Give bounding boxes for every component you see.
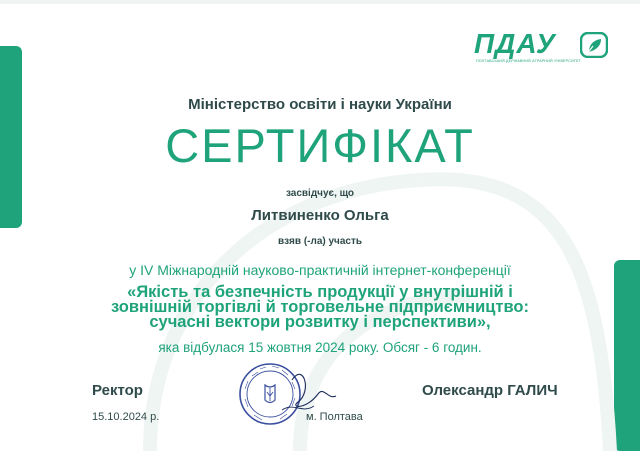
- recipient-name: Литвиненко Ольга: [251, 207, 389, 224]
- official-stamp-seal: [232, 352, 342, 434]
- conference-line: у IV Міжнародній науково-практичній інтернет-конференції: [129, 262, 511, 278]
- topic-line: сучасні вектори розвитку і перспективи»,: [149, 313, 491, 331]
- held-date-text: яка відбулася 15 жовтня 2024 року. Обсяг - 6 годин.: [158, 340, 482, 355]
- conference-topic: [0, 285, 640, 330]
- certificate-title: СЕРТИФІКАТ: [165, 119, 475, 172]
- city: м. Полтава: [306, 411, 363, 423]
- university-logo: [474, 28, 614, 68]
- leaf-logo-icon: [580, 32, 608, 58]
- top-divider: [0, 0, 640, 4]
- issue-date: 15.10.2024 р.: [92, 411, 160, 423]
- rector-name: Олександр ГАЛИЧ: [422, 382, 558, 399]
- rector-label: Ректор: [92, 382, 143, 399]
- topic-line: зовнішній торгівлі й торговельне підприємництво:: [111, 298, 529, 316]
- logo-wordmark: ПДАУ: [474, 28, 556, 59]
- certifies-text: засвідчує, що: [285, 188, 355, 199]
- ministry-name: Міністерство освіти і науки України: [188, 96, 452, 113]
- topic-line: «Якість та безпечність продукції у внутрішній і: [127, 283, 513, 301]
- logo-subtitle: ПОЛТАВСЬКИЙ ДЕРЖАВНИЙ АГРАРНИЙ УНІВЕРСИТЕТ: [476, 59, 582, 63]
- participation-text: взяв (-ла) участь: [277, 236, 363, 247]
